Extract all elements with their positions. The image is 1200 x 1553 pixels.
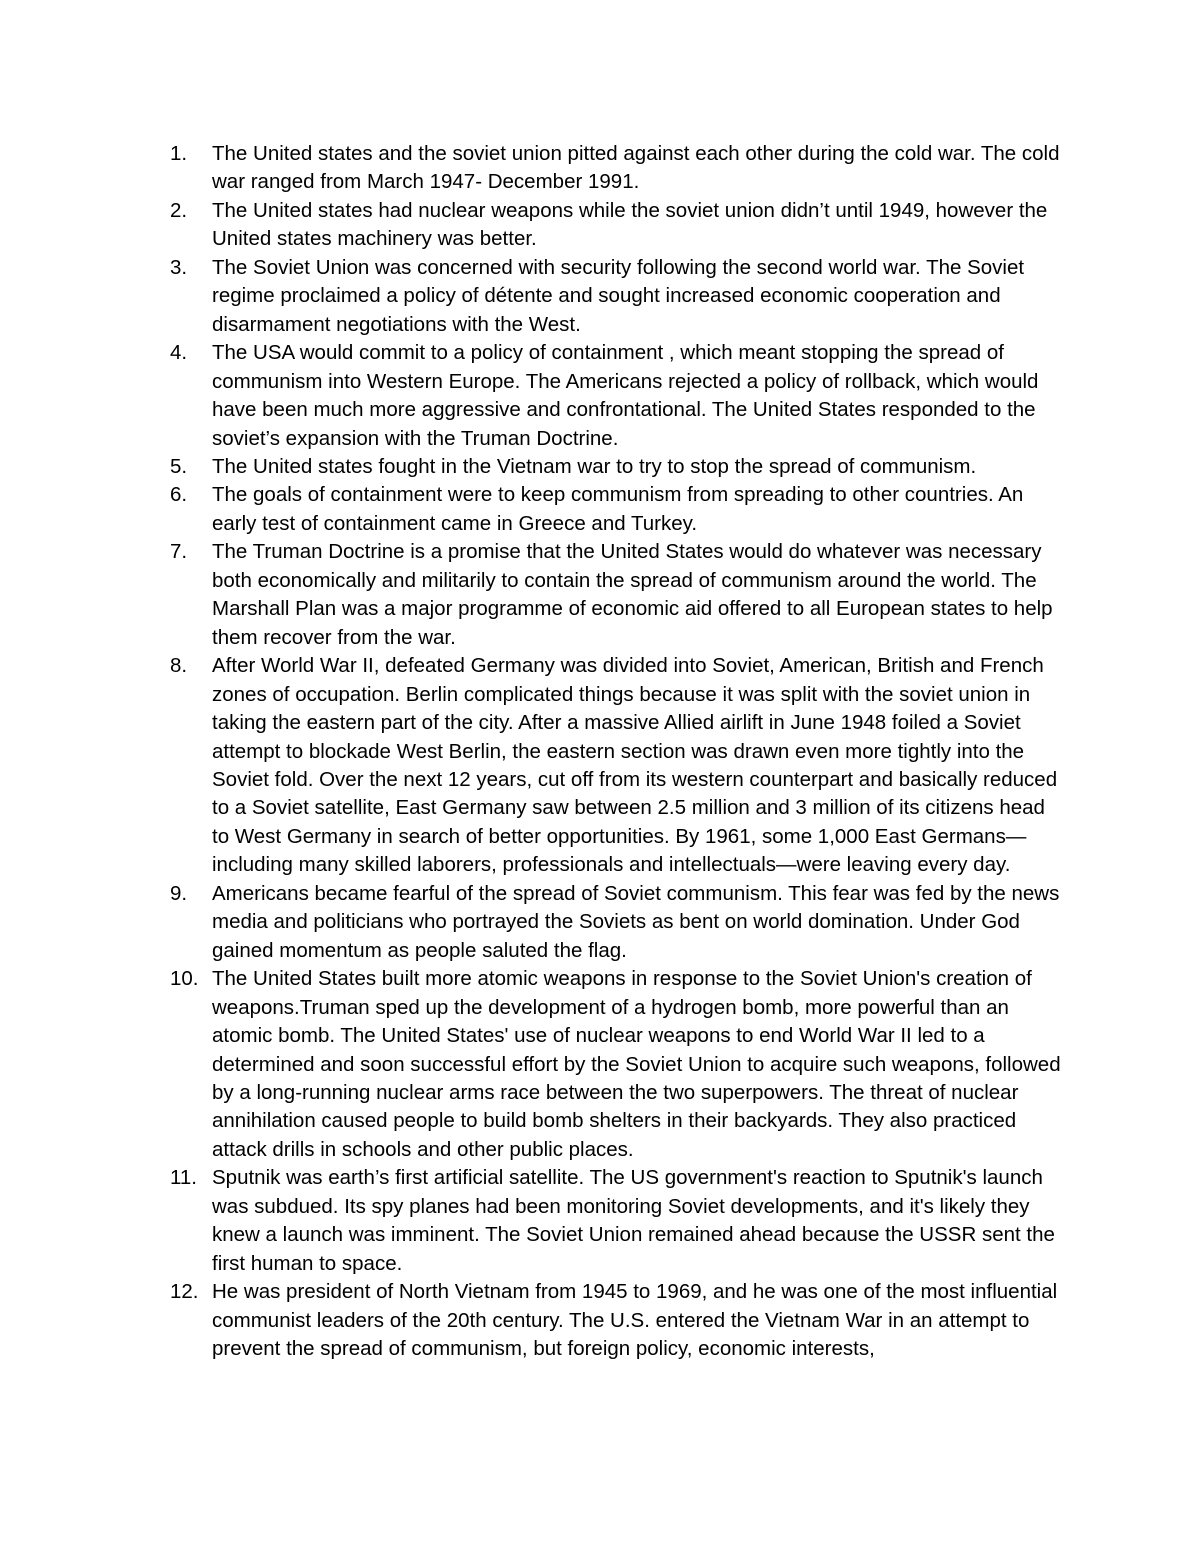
list-item-text: After World War II, defeated Germany was divided into Soviet, American, British and French zones of occupation. Berlin complicated things because it was split with the soviet union in taking the eastern part of the city. After a massive Allied airlift in June 1948 foiled a Soviet attempt to blockade West Berlin, the eastern section was drawn even more tightly into the Soviet fold. Over the next 12 years, cut off from its western counterpart and basically reduced to a Soviet satellite, East Germany saw between 2.5 million and 3 million of its citizens head to West Germany in search of better opportunities. By 1961, some 1,000 East Germans—including many skilled laborers, professionals and intellectuals—were leaving every day. (212, 654, 1058, 877)
list-item (170, 254, 1070, 339)
list-item-number: 2. (170, 198, 188, 222)
list-item-number: 9. (170, 881, 188, 905)
list-item-text: The Soviet Union was concerned with security following the second world war. The Soviet regime proclaimed a policy of détente and sought increased economic cooperation and disarmament negotiations with the West. (212, 255, 1025, 336)
list-item (170, 965, 1070, 1164)
list-item (170, 453, 1070, 481)
list-item-text: The United States built more atomic weapons in response to the Soviet Union's creation of weapons.Truman sped up the development of a hydrogen bomb, more powerful than an atomic bomb. The United States' use of nuclear weapons to end World War II led to a determined and soon successful effort by the Soviet Union to acquire such weapons, followed by a long-running nuclear arms race between the two superpowers. The threat of nuclear annihilation caused people to build bomb shelters in their backyards. They also practiced attack drills in schools and other public places. (212, 967, 1061, 1161)
list-item-text: Americans became fearful of the spread of Soviet communism. This fear was fed by the news media and politicians who portrayed the Soviets as bent on world domination. Under God gained momentum as people saluted the flag. (212, 881, 1060, 962)
list-item-text: The United states had nuclear weapons while the soviet union didn’t until 1949, however the United states machinery was better. (212, 198, 1048, 251)
list-item (170, 339, 1070, 453)
list-item-number: 8. (170, 654, 188, 678)
list-item (170, 1164, 1070, 1278)
list-item (170, 481, 1070, 538)
list-item-number: 1. (170, 142, 188, 165)
list-item (170, 652, 1070, 880)
list-item-number: 7. (170, 540, 188, 564)
list-item-number: 5. (170, 454, 188, 478)
list-item-number: 4. (170, 341, 188, 365)
list-item-text: The USA would commit to a policy of containment , which meant stopping the spread of communism into Western Europe. The Americans rejected a policy of rollback, which would have been much more aggressive and confrontational. The United States responded to the soviet’s expansion with the Truman Doctrine. (212, 341, 1039, 450)
numbered-list (170, 140, 1070, 1363)
list-item (170, 880, 1070, 965)
list-item-number: 10. (170, 967, 199, 991)
list-item-text: The Truman Doctrine is a promise that the United States would do whatever was necessary both economically and militarily to contain the spread of communism around the world. The Marshall Plan was a major programme of economic aid offered to all European states to help them recover from the war. (212, 540, 1053, 649)
list-item (170, 197, 1070, 254)
list-item-text: He was president of North Vietnam from 1945 to 1969, and he was one of the most influential communist leaders of the 20th century. The U.S. entered the Vietnam War in an attempt to prevent the spread of communism, but foreign policy, economic interests, (212, 1280, 1058, 1361)
list-item-number: 12. (170, 1280, 199, 1304)
list-item-text: The United states and the soviet union pitted against each other during the cold war. The cold war ranged from March 1947- December 1991. (212, 142, 1060, 194)
list-item-number: 6. (170, 483, 188, 507)
list-item-text: The goals of containment were to keep communism from spreading to other countries. An early test of containment came in Greece and Turkey. (212, 483, 1024, 535)
list-item (170, 538, 1070, 652)
list-item-number: 11. (170, 1166, 197, 1190)
list-item (170, 1278, 1070, 1363)
list-item (170, 140, 1070, 197)
list-item-text: Sputnik was earth’s first artificial satellite. The US government's reaction to Sputnik's launch was subdued. Its spy planes had been monitoring Soviet developments, and it's likely they knew a launch was imminent. The Soviet Union remained ahead because the USSR sent the first human to space. (212, 1166, 1055, 1275)
list-item-text: The United states fought in the Vietnam war to try to stop the spread of communism. (212, 454, 977, 478)
list-item-number: 3. (170, 255, 188, 279)
